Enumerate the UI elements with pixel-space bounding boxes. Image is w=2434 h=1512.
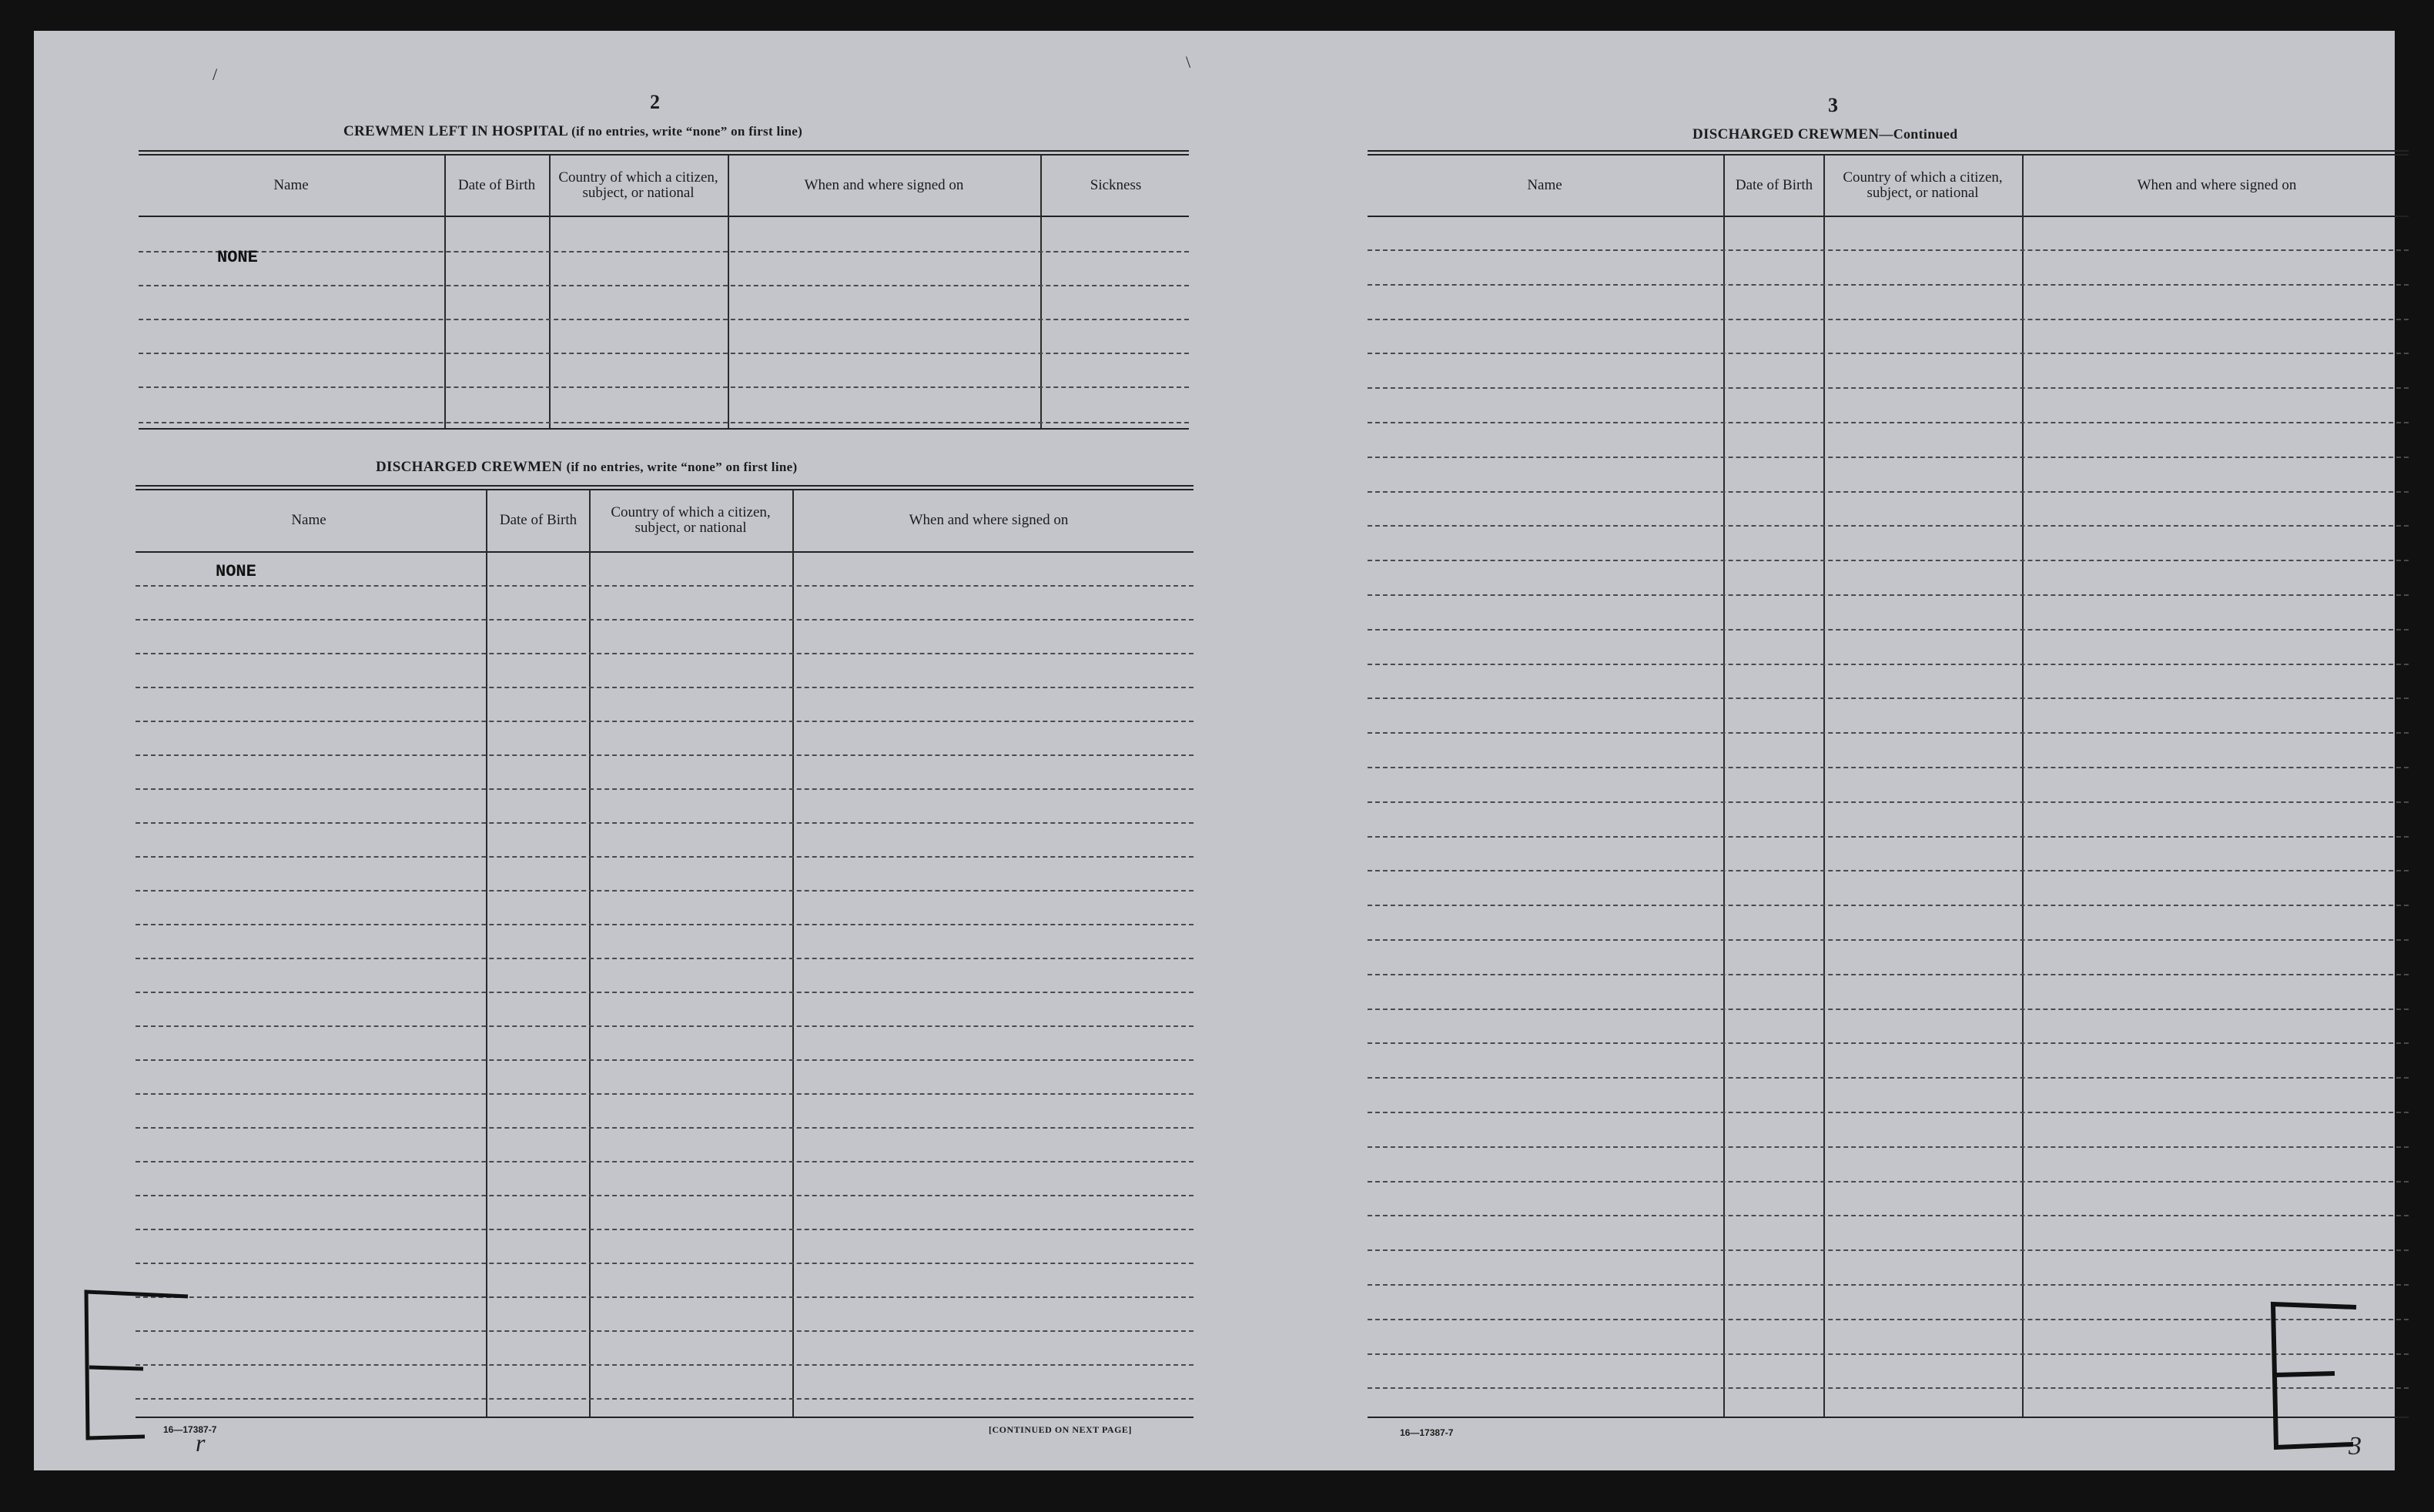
- entry-line: [136, 1059, 1194, 1061]
- entry-line: [1368, 905, 2409, 906]
- discharged-entry-none: NONE: [216, 562, 256, 581]
- column-header-date-of-birth: Date of Birth: [1735, 177, 1813, 193]
- document-sheet: [34, 31, 2395, 1470]
- entry-line: [136, 754, 1194, 756]
- column-header-country: Country of which a citizen, subject, or national: [558, 169, 718, 201]
- entry-line: [136, 1161, 1194, 1162]
- entry-line: [1368, 939, 2409, 941]
- right-page: [1186, 31, 2395, 1470]
- entry-line: [136, 653, 1194, 654]
- entry-line: [136, 1330, 1194, 1332]
- column-header-name: Name: [1527, 177, 1562, 193]
- table-top-rule: [136, 485, 1194, 490]
- entry-line: [1368, 249, 2409, 251]
- entry-line: [1368, 664, 2409, 665]
- entry-line: [1368, 319, 2409, 320]
- entry-line: [1368, 1319, 2409, 1320]
- column-header-name: Name: [291, 512, 326, 528]
- entry-line: [1368, 1284, 2409, 1286]
- entry-line: [136, 687, 1194, 688]
- entry-line: [1368, 801, 2409, 803]
- form-number: 16—17387-7: [163, 1424, 217, 1435]
- handwritten-mark: r: [196, 1429, 206, 1457]
- header-rule: [136, 551, 1194, 553]
- entry-line: [1368, 284, 2409, 286]
- entry-line: [136, 1263, 1194, 1264]
- entry-line: [1368, 560, 2409, 561]
- entry-line: [139, 285, 1189, 286]
- header-rule: [139, 216, 1189, 217]
- entry-line: [136, 1195, 1194, 1196]
- page-number: 2: [650, 91, 660, 113]
- column-divider: [486, 490, 487, 1418]
- entry-line: [136, 788, 1194, 790]
- handwritten-mark: 3: [2349, 1432, 2362, 1460]
- left-page: [34, 31, 1204, 1470]
- section-title-discharged-continued: DISCHARGED CREWMEN—Continued: [1692, 126, 1958, 142]
- column-header-country: Country of which a citizen, subject, or national: [611, 504, 771, 536]
- column-divider: [1823, 156, 1825, 1418]
- entry-line: [136, 890, 1194, 891]
- entry-line: [136, 585, 1194, 587]
- column-divider: [1723, 156, 1725, 1418]
- column-header-signed-on: When and where signed on: [909, 512, 1069, 528]
- entry-line: [1368, 1353, 2409, 1355]
- entry-line: [136, 822, 1194, 824]
- entry-line: [1368, 1042, 2409, 1044]
- entry-line: [1368, 491, 2409, 493]
- entry-line: [1368, 732, 2409, 734]
- column-header-sickness: Sickness: [1090, 177, 1142, 193]
- entry-line: [136, 721, 1194, 722]
- table-bottom-rule: [136, 1417, 1194, 1418]
- entry-line: [1368, 1009, 2409, 1010]
- table-top-rule: [139, 150, 1189, 156]
- entry-line: [1368, 422, 2409, 423]
- section-title-discharged: DISCHARGED CREWMEN (if no entries, write “none” on first line): [376, 459, 798, 475]
- entry-line: [1368, 1112, 2409, 1113]
- entry-line: [1368, 629, 2409, 631]
- entry-line: [1368, 1181, 2409, 1183]
- entry-line: [1368, 525, 2409, 527]
- header-rule: [1368, 216, 2409, 217]
- entry-line: [1368, 457, 2409, 458]
- column-divider: [792, 490, 794, 1418]
- entry-line: [136, 1296, 1194, 1298]
- entry-line: [1368, 387, 2409, 389]
- column-header-signed-on: When and where signed on: [2137, 177, 2297, 193]
- column-divider: [2022, 156, 2024, 1418]
- entry-line: [1368, 1249, 2409, 1251]
- entry-line: [136, 1398, 1194, 1400]
- section-title-hospital: CREWMEN LEFT IN HOSPITAL (if no entries, write “none” on first line): [343, 123, 803, 139]
- entry-line: [1368, 1215, 2409, 1216]
- tick-mark: \: [1186, 52, 1191, 72]
- entry-line: [1368, 870, 2409, 871]
- entry-line: [136, 1093, 1194, 1095]
- form-number: 16—17387-7: [1400, 1427, 1454, 1438]
- column-header-signed-on: When and where signed on: [804, 177, 964, 193]
- handwritten-bracket-mark: [80, 1284, 203, 1453]
- entry-line: [1368, 1077, 2409, 1079]
- entry-line: [136, 1229, 1194, 1230]
- column-header-name: Name: [273, 177, 309, 193]
- entry-line: [1368, 353, 2409, 354]
- continued-notice: [CONTINUED ON NEXT PAGE]: [989, 1424, 1132, 1435]
- column-header-date-of-birth: Date of Birth: [457, 177, 536, 193]
- table-top-rule: [1368, 150, 2409, 156]
- table-bottom-rule: [1368, 1417, 2409, 1418]
- entry-line: [1368, 767, 2409, 768]
- hospital-entry-none: NONE: [217, 248, 258, 267]
- entry-line: [1368, 594, 2409, 596]
- page-number: 3: [1828, 94, 1838, 116]
- entry-line: [136, 619, 1194, 621]
- entry-line: [1368, 1146, 2409, 1148]
- table-bottom-rule: [139, 428, 1189, 430]
- column-header-date-of-birth: Date of Birth: [499, 512, 578, 528]
- entry-line: [1368, 974, 2409, 975]
- entry-line: [1368, 836, 2409, 838]
- entry-line: [136, 1127, 1194, 1129]
- entry-line: [136, 958, 1194, 959]
- tick-mark: /: [213, 65, 218, 84]
- column-header-country: Country of which a citizen, subject, or national: [1843, 169, 2003, 201]
- entry-line: [139, 386, 1189, 388]
- entry-line: [1368, 1387, 2409, 1389]
- entry-line: [139, 251, 1189, 253]
- entry-line: [136, 1364, 1194, 1366]
- entry-line: [1368, 697, 2409, 699]
- entry-line: [136, 992, 1194, 993]
- entry-line: [136, 924, 1194, 925]
- entry-line: [136, 856, 1194, 858]
- entry-line: [139, 422, 1189, 423]
- entry-line: [136, 1025, 1194, 1027]
- column-divider: [589, 490, 591, 1418]
- entry-line: [139, 353, 1189, 354]
- entry-line: [139, 319, 1189, 320]
